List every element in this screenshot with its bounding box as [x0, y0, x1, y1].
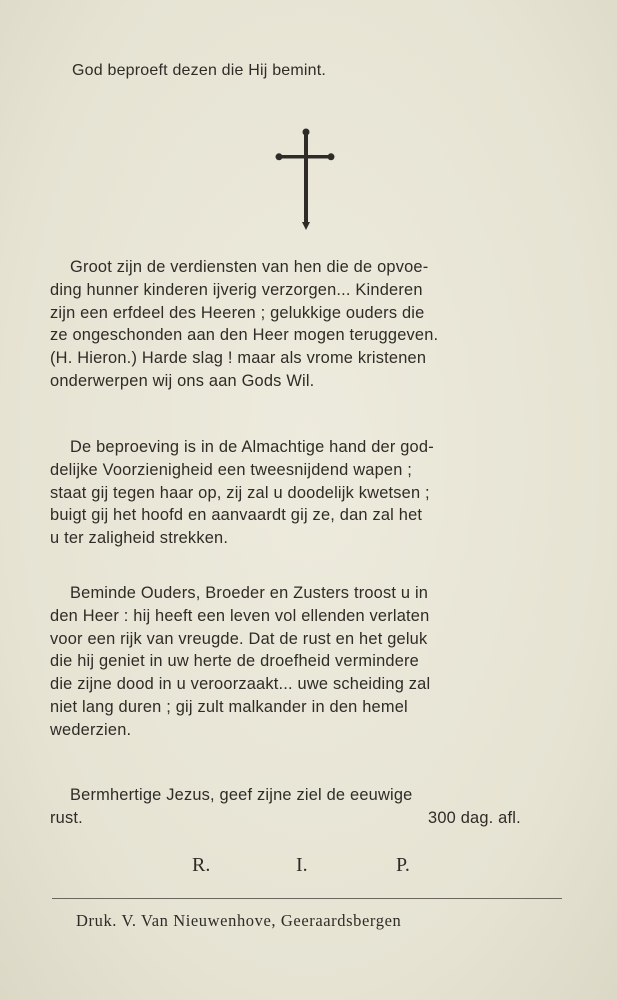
text-line: zijn een erfdeel des Heeren ; gelukkige ouders die — [50, 303, 425, 322]
text-line: Groot zijn de verdiensten van hen die de opvoe- — [70, 258, 429, 276]
paragraph-trial — [50, 436, 570, 550]
text-line: Beminde Ouders, Broeder en Zusters troost u in — [70, 584, 429, 602]
rip-letter: P. — [396, 854, 410, 876]
text-line: onderwerpen wij ons aan Gods Wil. — [50, 371, 315, 390]
text-line: niet lang duren ; gij zult malkander in den hemel — [50, 697, 408, 716]
prayer-line: Bermhertige Jezus, geef zijne ziel de eeuwige — [70, 786, 413, 804]
text-line: De beproeving is in de Almachtige hand der god- — [70, 438, 434, 456]
text-line: ding hunner kinderen ijverig verzorgen... Kinderen — [50, 280, 423, 299]
divider — [52, 898, 562, 899]
motto: God beproeft dezen die Hij bemint. — [72, 62, 327, 79]
text-line: u ter zaligheid strekken. — [50, 529, 229, 548]
text-line: delijke Voorzienigheid een tweesnijdend wapen ; — [50, 460, 413, 479]
text-line: wederzien. — [50, 720, 132, 739]
prayer — [50, 784, 570, 830]
prayer-line-2 — [50, 807, 570, 830]
prayer-end: rust. — [50, 808, 83, 827]
paragraph-consolation — [50, 582, 570, 742]
text-line: den Heer : hij heeft een leven vol ellenden verlaten — [50, 606, 430, 625]
indulgence: 300 dag. afl. — [428, 808, 521, 827]
text-line: ze ongeschonden aan den Heer mogen teruggeven. — [50, 326, 439, 345]
rip-letter: R. — [192, 854, 211, 876]
paragraph-education — [50, 256, 570, 393]
text-line: die hij geniet in uw herte de droefheid vermindere — [50, 652, 419, 671]
cross-icon — [275, 126, 337, 232]
text-line: (H. Hieron.) Harde slag ! maar als vrome kristenen — [50, 349, 427, 368]
text-line: die zijne dood in u veroorzaakt... uwe scheiding zal — [50, 675, 431, 694]
rip-letter: I. — [296, 854, 308, 876]
text-line: voor een rijk van vreugde. Dat de rust en het geluk — [50, 629, 428, 648]
text-line: buigt gij het hoofd en aanvaardt gij ze, dan zal het — [50, 506, 423, 525]
printer-imprint: Druk. V. Van Nieuwenhove, Geeraardsbergen — [76, 911, 402, 930]
text-line: staat gij tegen haar op, zij zal u doodelijk kwetsen ; — [50, 483, 430, 502]
